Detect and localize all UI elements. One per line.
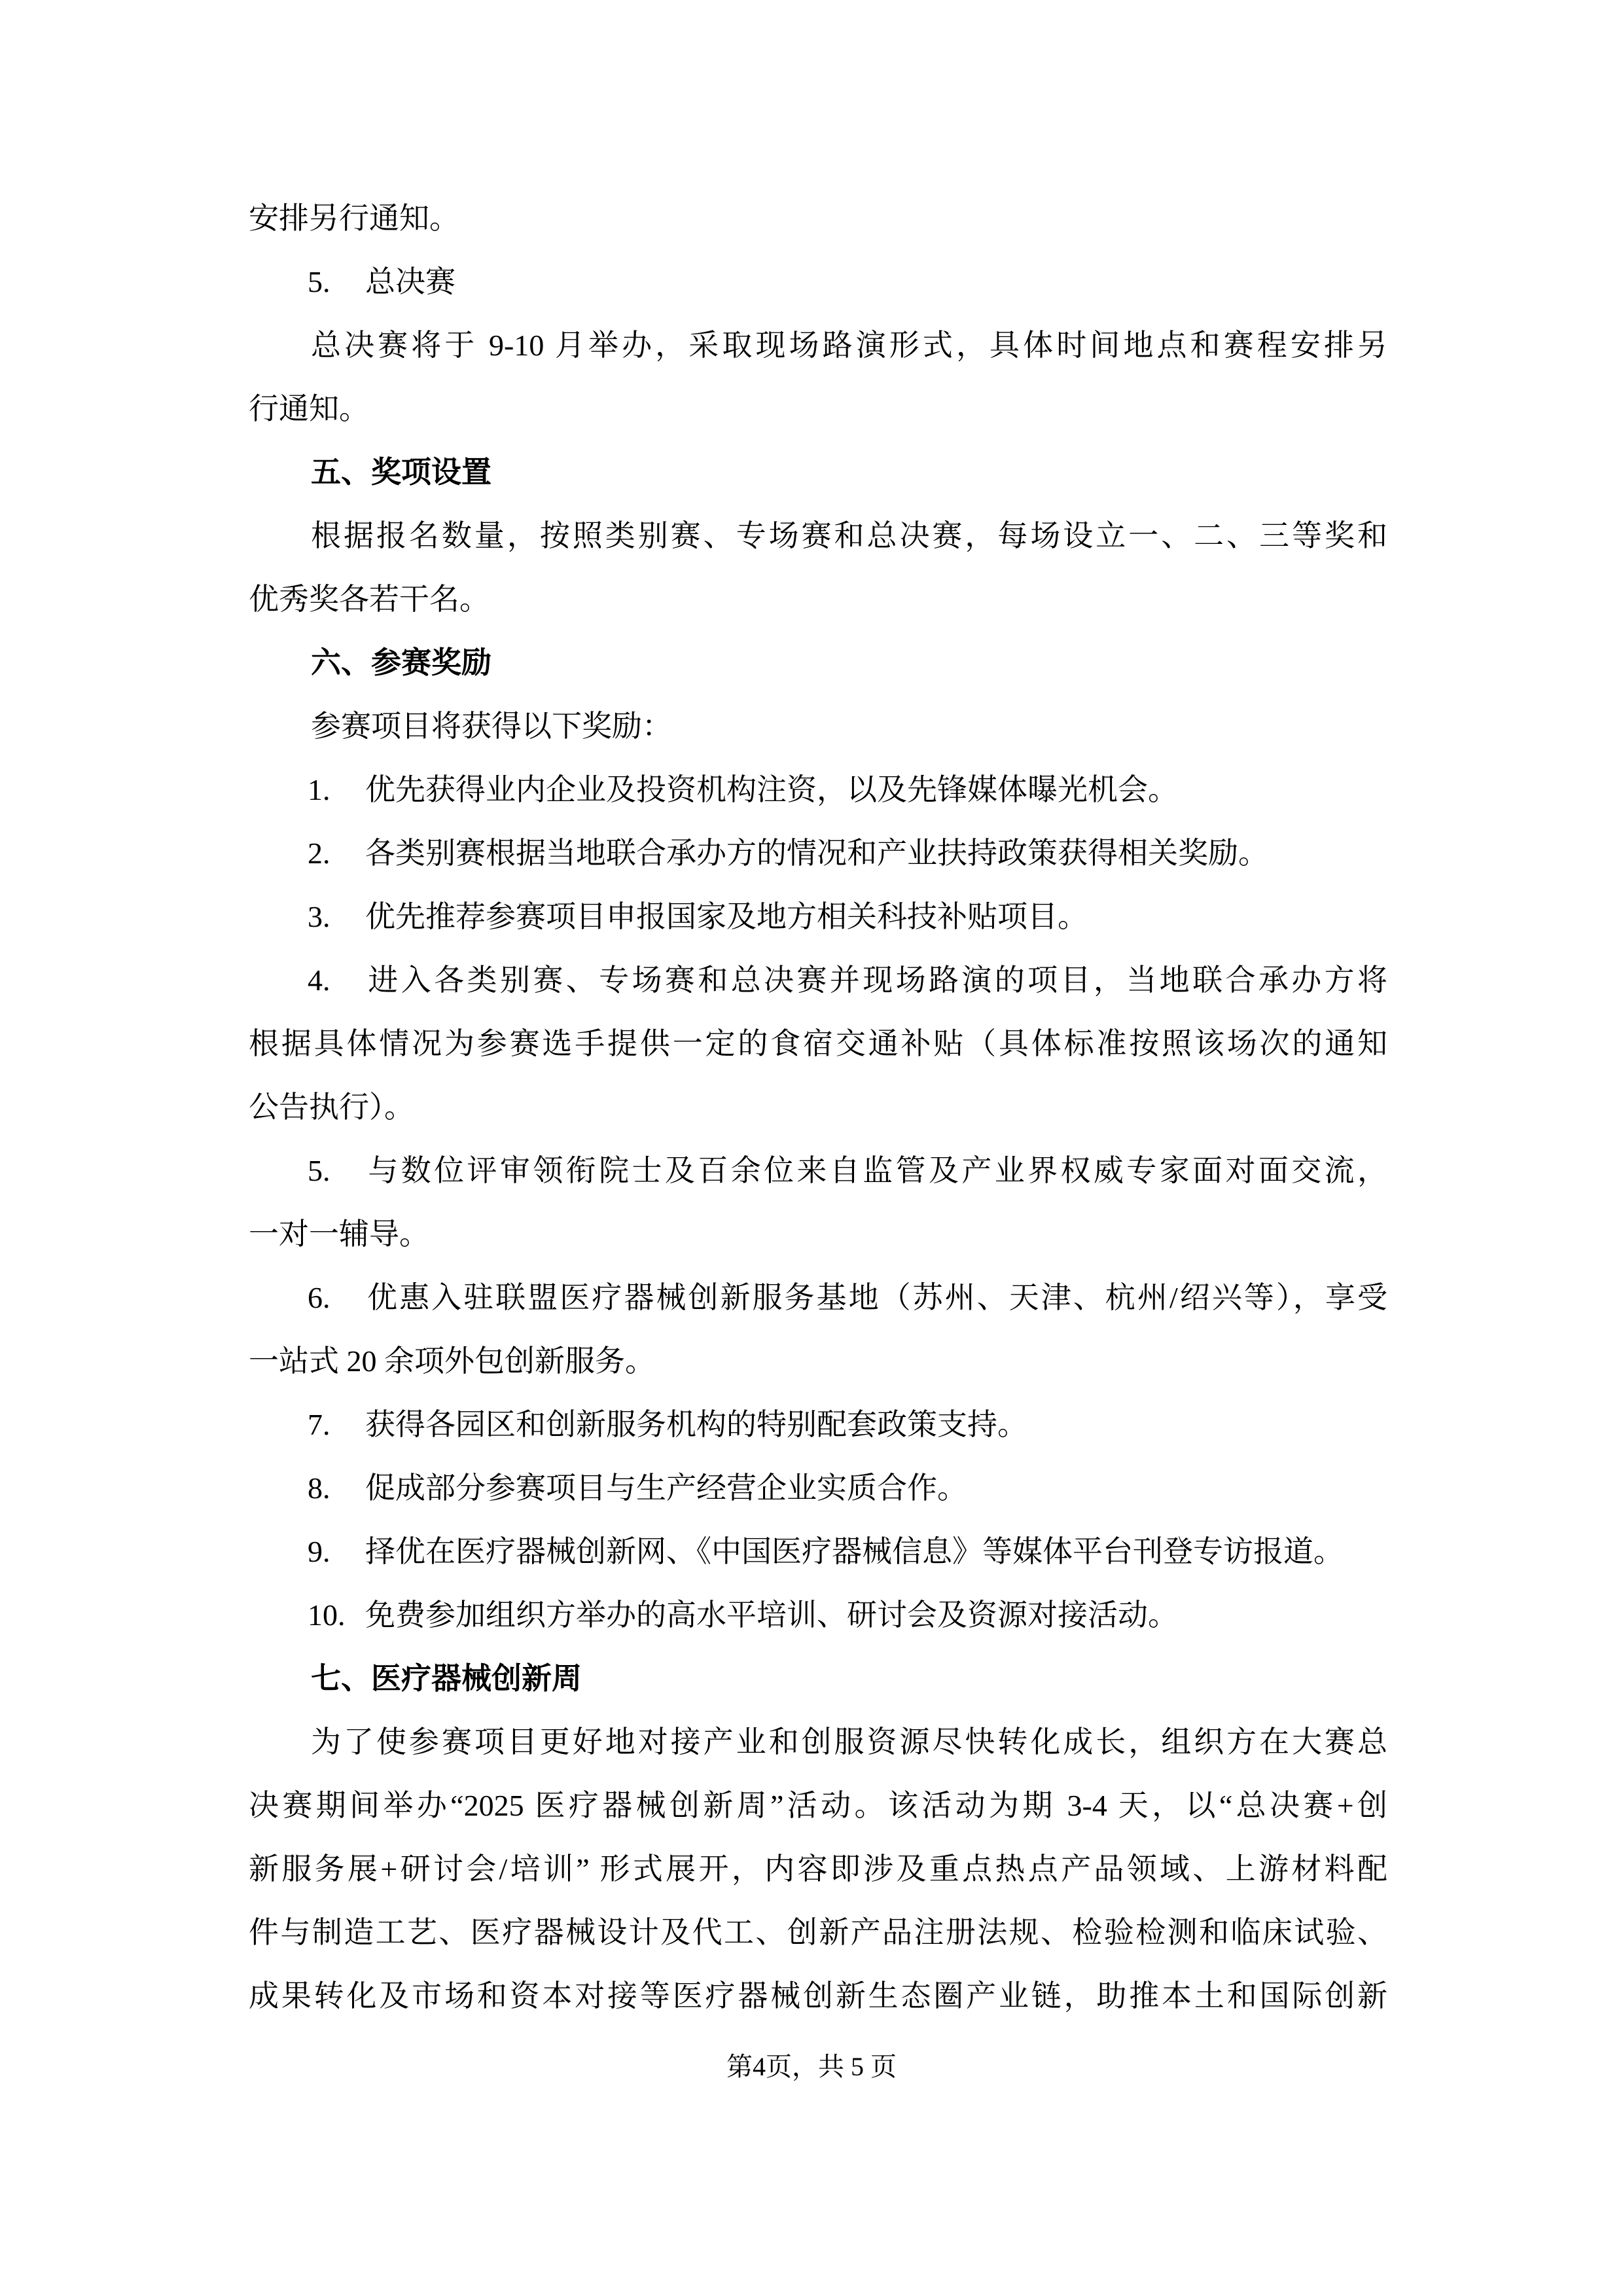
text-line [249, 758, 1387, 821]
text-line [249, 250, 1387, 314]
text-line: 根据具体情况为参赛选手提供一定的食宿交通补贴（具体标准按照该场次的通知 [249, 1027, 1387, 1060]
text-line [249, 1139, 1387, 1202]
list-text: 各类别赛根据当地联合承办方的情况和产业扶持政策获得相关奖励。 [365, 836, 1268, 870]
text-line: 一对一辅导。 [249, 1217, 429, 1251]
text-line: 安排另行通知。 [249, 202, 459, 235]
text-line: 优秀奖各若干名。 [249, 583, 490, 616]
list-number: 7. [308, 1408, 330, 1441]
text-line [249, 1456, 1387, 1520]
text-line [249, 885, 1387, 948]
page-footer: 第4页，共 5 页 [726, 2052, 897, 2081]
text-line: 参赛项目将获得以下奖励： [311, 709, 672, 743]
text-line [249, 1266, 1387, 1329]
list-number: 8. [308, 1471, 330, 1505]
text-line [249, 948, 1387, 1012]
text-line: 根据报名数量，按照类别赛、专场赛和总决赛，每场设立一、二、三等奖和 [311, 519, 1387, 552]
document-body [249, 187, 1387, 2028]
text-line: 公告执行）。 [249, 1090, 414, 1124]
list-number: 1. [308, 773, 330, 806]
list-text: 免费参加组织方举办的高水平培训、研讨会及资源对接活动。 [365, 1598, 1178, 1632]
list-text: 择优在医疗器械创新网、《中国医疗器械信息》等媒体平台刊登专访报道。 [365, 1535, 1344, 1568]
list-text: 优惠入驻联盟医疗器械创新服务基地（苏州、天津、杭州/绍兴等），享受 [365, 1281, 1387, 1314]
list-number: 4. [308, 963, 330, 997]
list-number: 9. [308, 1535, 330, 1568]
list-text: 与数位评审领衔院士及百余位来自监管及产业界权威专家面对面交流， [365, 1154, 1387, 1187]
text-line: 件与制造工艺、医疗器械设计及代工、创新产品注册法规、检验检测和临床试验、 [249, 1916, 1387, 1949]
text-line: 决赛期间举办“2025 医疗器械创新周”活动。该活动为期 3-4 天，以“总决赛+创 [249, 1789, 1387, 1822]
text-line: 为了使参赛项目更好地对接产业和创服资源尽快转化成长，组织方在大赛总 [311, 1725, 1387, 1759]
list-number: 2. [308, 836, 330, 870]
text-line: 一站式 20 余项外包创新服务。 [249, 1344, 655, 1378]
text-line [249, 1393, 1387, 1456]
text-line [249, 1520, 1387, 1583]
list-number: 6. [308, 1281, 330, 1314]
list-text: 总决赛 [365, 265, 455, 298]
list-text: 促成部分参赛项目与生产经营企业实质合作。 [365, 1471, 967, 1505]
text-line: 总决赛将于 9-10 月举办，采取现场路演形式，具体时间地点和赛程安排另 [311, 329, 1387, 362]
section-heading: 六、参赛奖励 [311, 646, 491, 679]
list-number: 5. [308, 265, 330, 298]
section-heading: 五、奖项设置 [311, 456, 491, 489]
list-text: 进入各类别赛、专场赛和总决赛并现场路演的项目，当地联合承办方将 [365, 963, 1387, 997]
list-text: 优先获得业内企业及投资机构注资，以及先锋媒体曝光机会。 [365, 773, 1178, 806]
text-line: 新服务展+研讨会/培训” 形式展开，内容即涉及重点热点产品领域、上游材料配 [249, 1852, 1387, 1886]
list-text: 获得各园区和创新服务机构的特别配套政策支持。 [365, 1408, 1027, 1441]
list-text: 优先推荐参赛项目申报国家及地方相关科技补贴项目。 [365, 900, 1088, 933]
section-heading: 七、医疗器械创新周 [311, 1662, 582, 1695]
text-line [249, 821, 1387, 885]
text-line: 成果转化及市场和资本对接等医疗器械创新生态圈产业链，助推本土和国际创新 [249, 1979, 1387, 2013]
list-number: 5. [308, 1154, 330, 1187]
text-line: 行通知。 [249, 392, 369, 425]
list-number: 3. [308, 900, 330, 933]
list-number: 10. [308, 1598, 346, 1632]
text-line [249, 1583, 1387, 1647]
